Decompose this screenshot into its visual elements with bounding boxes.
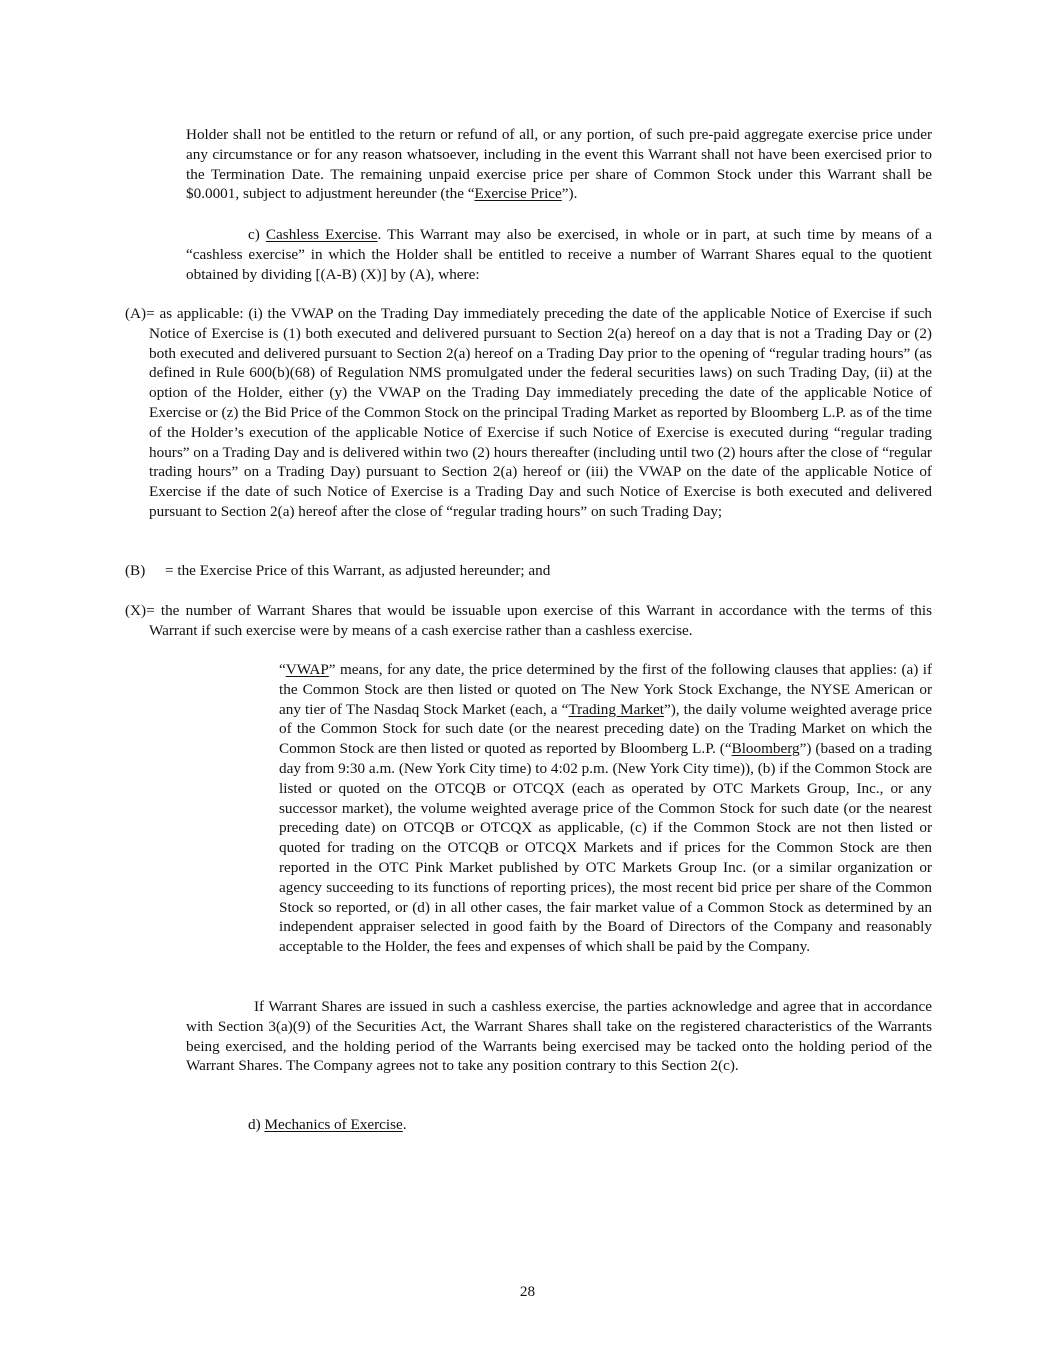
paragraph-text: ” means, for any date, the price determined by the first of the following clauses that applies: (a) if the Common Stock are then listed or quoted on The New York Stock Exchange, the NYSE American or any tier of The Nasdaq Stock Market (each, a “	[279, 661, 932, 718]
paragraph-text: ”) (based on a trading day from 9:30 a.m. (New York City time) to 4:02 p.m. (New York City time)), (b) if the Common Stock are listed or quoted on the OTCQB or OTCQX (each as operated by OTC Markets Group, Inc., or any successor market), the volume weighted average price of the Common Stock for such date (or the nearest preceding date) on OTCQB or OTCQX as applicable, (c) if the Common Stock are not then listed or quoted for trading on the OTCQB or OTCQX Markets and if prices for the Common Stock are then reported in the OTC Pink Market published by OTC Markets Group Inc. (or a similar organization or agency succeeding to its functions of reporting prices), the most recent bid price per share of the Common Stock so reported, or (d) in all other cases, the fair market value of a Common Stock as determined by an independent appraiser selected in good faith by the Board of Directors of the Company and reasonably acceptable to the Holder, the fees and expenses of which shall be paid by the Company.	[279, 740, 933, 956]
paragraph-text: . This Warrant may also be exercised, in whole or in part, at such time by means of a “cashless exercise” in which the Holder shall be entitled to receive a number of Warrant Shares equal to the quotient obtained by dividing [(A-B) (X)] by (A), where:	[186, 226, 933, 283]
definition-label: (X)=	[125, 602, 155, 619]
definition-label: (B)	[125, 562, 146, 579]
section-heading-cashless-exercise: Cashless Exercise	[265, 226, 378, 243]
defined-term-bloomberg: Bloomberg	[731, 740, 800, 758]
defined-term-vwap: VWAP	[285, 661, 329, 678]
definition-text: = the Exercise Price of this Warrant, as adjusted hereunder; and	[165, 562, 551, 579]
paragraph-text-end: ”).	[561, 185, 578, 203]
paragraph-text: Holder shall not be entitled to the return or refund of all, or any portion, of such pre-paid aggregate exercise price under any circumstance or for any reason whatsoever, including in the event this Warrant shall not have been exercised prior to the Termination Date. The remaining unpaid exercise price per share of Common Stock under this Warrant shall be $0.0001, subject to adjustment hereunder (the “	[186, 126, 932, 203]
definition-b	[125, 561, 932, 581]
defined-term-trading-market: Trading Market	[568, 700, 664, 718]
paragraph-vwap-definition	[279, 660, 932, 957]
paragraph-securities-act: If Warrant Shares are issued in such a cashless exercise, the parties acknowledge and agree that in accordance with Section 3(a)(9) of the Securities Act, the Warrant Shares shall take on the registered characteristics of the Warrants being exercised, and the holding period of the Warrants being exercised may be tacked onto the holding period of the Warrant Shares. The Company agrees not to take any position contrary to this Section 2(c).	[186, 998, 932, 1075]
definition-a	[125, 304, 932, 522]
paragraph-text: ”), the daily volume weighted average price of the Common Stock for such date (or the nearest preceding date) on the Trading Market on which the Common Stock are then listed or quoted as reported by Bloomberg L.P. (“	[279, 700, 932, 758]
page-number: 28	[519, 1283, 536, 1300]
section-prefix: d)	[248, 1116, 265, 1133]
paragraph-cashless-exercise	[186, 225, 932, 284]
definition-text: the number of Warrant Shares that would be issuable upon exercise of this Warrant in accordance with the terms of this Warrant if such exercise were by means of a cash exercise rather than a cashless exercise.	[149, 602, 932, 639]
paragraph-mechanics-of-exercise	[248, 1115, 848, 1135]
definition-text: as applicable: (i) the VWAP on the Trading Day immediately preceding the date of the applicable Notice of Exercise if such Notice of Exercise is (1) both executed and delivered pursuant to Section 2(a) hereof on a day that is not a Trading Day or (2) both executed and delivered pursuant to Section 2(a) hereof on a Trading Day prior to the opening of “regular trading hours” (as defined in Rule 600(b)(68) of Regulation NMS promulgated under the federal securities laws) on such Trading Day, (ii) at the option of the Holder, either (y) the VWAP on the Trading Day immediately preceding the date of the applicable Notice of Exercise or (z) the Bid Price of the Common Stock on the principal Trading Market as reported by Bloomberg L.P. as of the time of the Holder’s execution of the applicable Notice of Exercise if such Notice of Exercise is executed during “regular trading hours” on a Trading Day and is delivered within two (2) hours thereafter (including until two (2) hours after the close of “regular trading hours” on a Trading Day) pursuant to Section 2(a) hereof or (iii) the VWAP on the date of the applicable Notice of Exercise if the date of such Notice of Exercise is a Trading Day and such Notice of Exercise is both executed and delivered pursuant to Section 2(a) hereof after the close of “regular trading hours” on such Trading Day;	[149, 305, 932, 520]
paragraph-exercise-price	[186, 125, 932, 204]
defined-term-exercise-price: Exercise Price	[474, 185, 562, 203]
quote-mark: “	[279, 661, 286, 678]
section-heading-mechanics-of-exercise: Mechanics of Exercise	[264, 1116, 403, 1133]
section-heading-period: .	[402, 1116, 407, 1133]
definition-label: (A)=	[125, 305, 155, 322]
definition-x	[125, 601, 932, 641]
section-prefix: c)	[248, 226, 266, 243]
